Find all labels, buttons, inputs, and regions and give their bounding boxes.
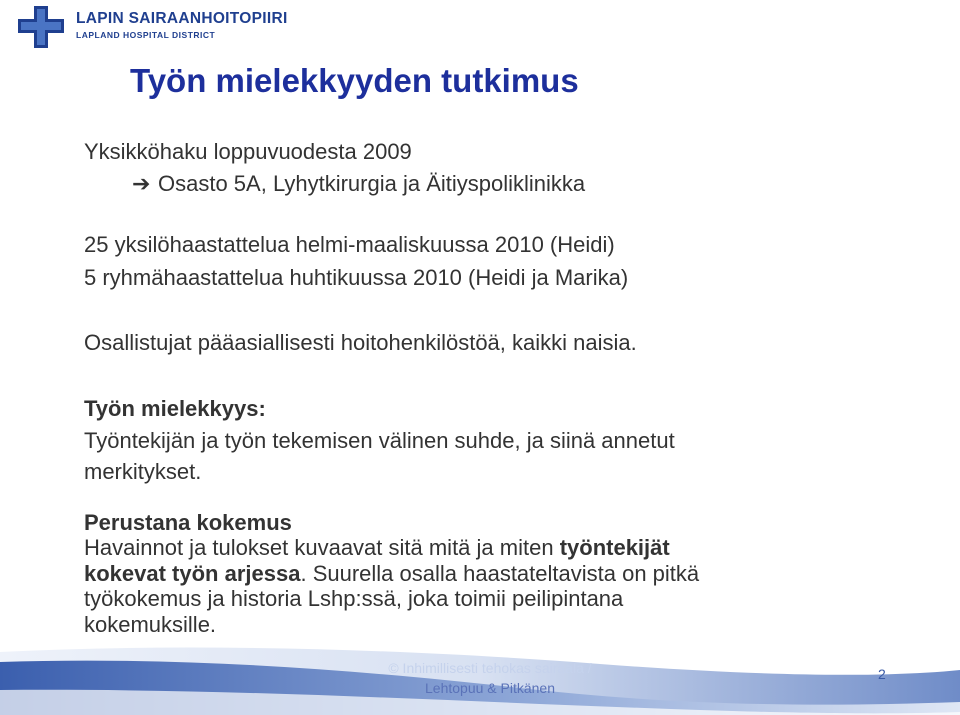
footer-line-1: © Inhimillisesti tehokas sairaala /	[388, 660, 592, 676]
slide-title: Työn mielekkyyden tutkimus	[130, 62, 579, 99]
basis-heading: Perustana kokemus	[84, 510, 292, 535]
footer-line-2: Lehtopuu & Pitkänen	[425, 680, 555, 696]
definition-heading: Työn mielekkyys:	[84, 396, 266, 421]
basis-line-4: kokemuksille.	[84, 612, 217, 637]
line-participants: Osallistujat pääasiallisesti hoitohenkilöstöä, kaikki naisia.	[84, 330, 637, 355]
definition-line-1: Työntekijän ja työn tekemisen välinen suhde, ja siinä annetut	[84, 428, 675, 453]
page-number: 2	[878, 666, 886, 682]
arrow-right-icon: ➔	[132, 171, 151, 196]
logo-name: LAPIN SAIRAANHOITOPIIRI	[76, 10, 288, 27]
line-unit-search: Yksikköhaku loppuvuodesta 2009	[84, 139, 412, 164]
basis-bold-1: työntekijät	[559, 535, 670, 560]
basis-line-3: työkokemus ja historia Lshp:ssä, joka toimii peilipintana	[84, 586, 624, 611]
basis-bold-2: kokevat työn arjessa	[84, 561, 301, 586]
line-group-interviews: 5 ryhmähaastattelua huhtikuussa 2010 (Heidi ja Marika)	[84, 265, 629, 290]
line-units	[132, 171, 585, 197]
logo-subtitle: LAPLAND HOSPITAL DISTRICT	[76, 30, 216, 40]
footer-credit	[370, 658, 610, 698]
line-individual-interviews: 25 yksilöhaastattelua helmi-maaliskuussa 2010 (Heidi)	[84, 232, 615, 257]
definition-line-2: merkitykset.	[84, 459, 202, 484]
basis-line-1	[84, 535, 670, 560]
basis-text-2: . Suurella osalla haastateltavista on pitkä	[300, 561, 700, 586]
basis-line-2	[84, 561, 699, 586]
basis-text-1: Havainnot ja tulokset kuvaavat sitä mitä ja miten	[84, 535, 560, 560]
logo	[18, 6, 288, 48]
cross-logo-icon	[18, 6, 64, 48]
line-units-text: Osasto 5A, Lyhytkirurgia ja Äitiyspoliklinikka	[158, 171, 586, 196]
